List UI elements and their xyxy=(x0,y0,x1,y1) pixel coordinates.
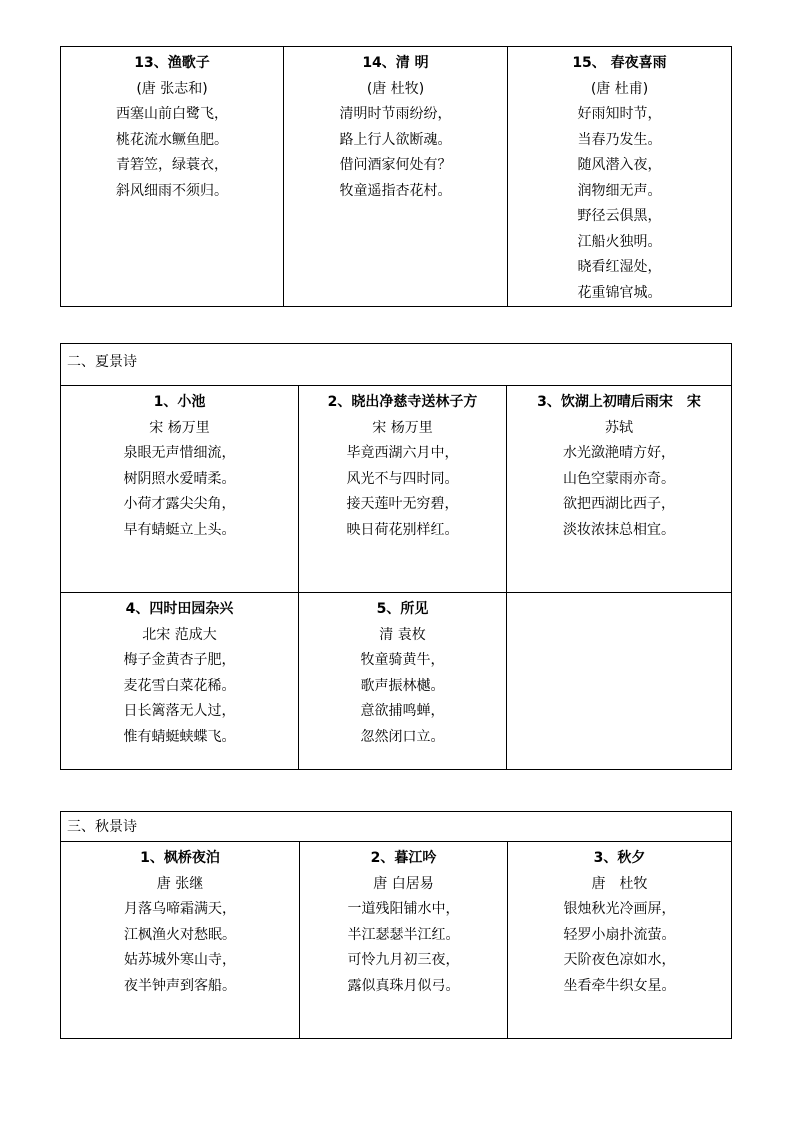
poem-line: 忽然闭口立。 xyxy=(360,728,445,745)
poem-line: 清明时节雨纷纷， xyxy=(339,106,452,122)
poem-title: 3、饮湖上初晴后雨宋 宋 xyxy=(537,394,701,410)
section-heading: 二、夏景诗 xyxy=(61,344,732,386)
poem-line: 可怜九月初三夜， xyxy=(347,952,460,968)
poem-line: 随风潜入夜， xyxy=(577,157,662,173)
poem-title: 15、 春夜喜雨 xyxy=(572,55,667,71)
poem-line: 毕竟西湖六月中， xyxy=(346,445,459,461)
poem-line: 一道残阳铺水中， xyxy=(347,901,460,917)
poem-line: 意欲捕鸣蝉， xyxy=(360,703,445,719)
poem-line: 小荷才露尖尖角， xyxy=(123,496,236,512)
poem-line: 露似真珠月似弓。 xyxy=(347,977,460,994)
poem-line: 桃花流水鳜鱼肥。 xyxy=(116,131,228,148)
poem-cell xyxy=(299,386,507,593)
poem-line: 树阴照水爱晴柔。 xyxy=(123,470,236,487)
poem-line: 半江瑟瑟半江红。 xyxy=(347,926,460,943)
poem-cell xyxy=(61,47,284,307)
poem-line: 风光不与四时同。 xyxy=(346,470,459,487)
poem-line: 江枫渔火对愁眠。 xyxy=(124,926,236,943)
poem-cell xyxy=(508,47,732,307)
poem-line: 天阶夜色凉如水， xyxy=(563,952,676,968)
poem-line: 梅子金黄杏子肥， xyxy=(123,652,236,668)
poem-cell xyxy=(299,593,507,770)
poem-cell xyxy=(300,842,508,1039)
poem-line: 轻罗小扇扑流萤。 xyxy=(563,926,676,943)
autumn-poems-table xyxy=(60,811,732,1039)
poem-line: 路上行人欲断魂。 xyxy=(339,131,452,148)
poem-line: 映日荷花别样红。 xyxy=(346,521,459,538)
poem-author: 唐 杜牧 xyxy=(591,875,648,892)
poem-line: 牧童遥指杏花村。 xyxy=(339,182,452,199)
poem-line: 淡妆浓抹总相宜。 xyxy=(563,521,676,538)
table-row xyxy=(61,386,732,593)
poem-line: 欲把西湖比西子， xyxy=(563,496,676,512)
poem-line: 歌声振林樾。 xyxy=(360,677,445,694)
poem-title: 3、秋夕 xyxy=(593,850,646,866)
poem-cell xyxy=(508,842,732,1039)
poem-line: 日长篱落无人过， xyxy=(123,703,236,719)
poem-author: 北宋 范成大 xyxy=(142,626,217,643)
poem-line: 早有蜻蜓立上头。 xyxy=(123,521,236,538)
poem-cell xyxy=(61,386,299,593)
spring-poems-table xyxy=(60,46,732,307)
poem-line: 泉眼无声惜细流， xyxy=(123,445,236,461)
poem-author: 宋 杨万里 xyxy=(149,419,210,436)
poem-line: 斜风细雨不须归。 xyxy=(116,182,228,199)
poem-author: 唐 白居易 xyxy=(373,875,434,892)
section-heading: 三、秋景诗 xyxy=(61,812,732,842)
poem-line: 银烛秋光冷画屏， xyxy=(563,901,676,917)
poem-line: 野径云俱黑， xyxy=(577,208,662,224)
poem-title: 4、四时田园杂兴 xyxy=(125,601,234,617)
poem-title: 2、晓出净慈寺送林子方 xyxy=(327,394,478,410)
poem-line: 青箬笠，绿蓑衣， xyxy=(116,157,228,173)
poem-title: 1、小池 xyxy=(153,394,206,410)
poem-line: 江船火独明。 xyxy=(577,233,662,250)
poem-line: 姑苏城外寒山寺， xyxy=(124,952,236,968)
poem-author: (唐 杜牧) xyxy=(366,80,425,97)
poem-line: 好雨知时节， xyxy=(577,106,662,122)
poem-line: 月落乌啼霜满天， xyxy=(124,901,236,917)
summer-poems-table xyxy=(60,343,732,770)
poem-line: 山色空蒙雨亦奇。 xyxy=(563,470,676,487)
poem-line: 润物细无声。 xyxy=(577,182,662,199)
poem-line: 花重锦官城。 xyxy=(577,284,662,301)
poem-line: 夜半钟声到客船。 xyxy=(124,977,236,994)
poem-author: 苏轼 xyxy=(605,419,634,436)
poem-title: 13、渔歌子 xyxy=(134,55,210,71)
poem-line: 水光潋滟晴方好， xyxy=(563,445,676,461)
poem-author: (唐 杜甫) xyxy=(590,80,649,97)
poem-line: 接天莲叶无穷碧， xyxy=(346,496,459,512)
table-row xyxy=(61,842,732,1039)
poem-line: 当春乃发生。 xyxy=(577,131,662,148)
poem-line: 西塞山前白鹭飞， xyxy=(116,106,228,122)
poem-author: 清 袁枚 xyxy=(379,626,426,643)
empty-cell xyxy=(507,593,732,770)
poem-author: (唐 张志和) xyxy=(136,80,208,97)
poem-line: 牧童骑黄牛， xyxy=(360,652,445,668)
poem-line: 惟有蜻蜓蛱蝶飞。 xyxy=(123,728,236,745)
poem-cell xyxy=(61,593,299,770)
poem-title: 14、清 明 xyxy=(362,55,429,71)
table-row xyxy=(61,47,732,307)
poem-cell xyxy=(61,842,300,1039)
poem-line: 麦花雪白菜花稀。 xyxy=(123,677,236,694)
poem-line: 借问酒家何处有？ xyxy=(339,157,452,173)
poem-cell xyxy=(507,386,732,593)
poem-cell xyxy=(284,47,508,307)
poem-title: 2、暮江吟 xyxy=(370,850,437,866)
section-heading-row xyxy=(61,812,732,842)
poem-title: 1、枫桥夜泊 xyxy=(140,850,220,866)
poem-line: 坐看牵牛织女星。 xyxy=(563,977,676,994)
poem-author: 宋 杨万里 xyxy=(372,419,433,436)
table-row xyxy=(61,593,732,770)
poem-title: 5、所见 xyxy=(376,601,429,617)
section-heading-row xyxy=(61,344,732,386)
poem-author: 唐 张继 xyxy=(156,875,204,892)
poem-line: 晓看红湿处， xyxy=(577,259,662,275)
